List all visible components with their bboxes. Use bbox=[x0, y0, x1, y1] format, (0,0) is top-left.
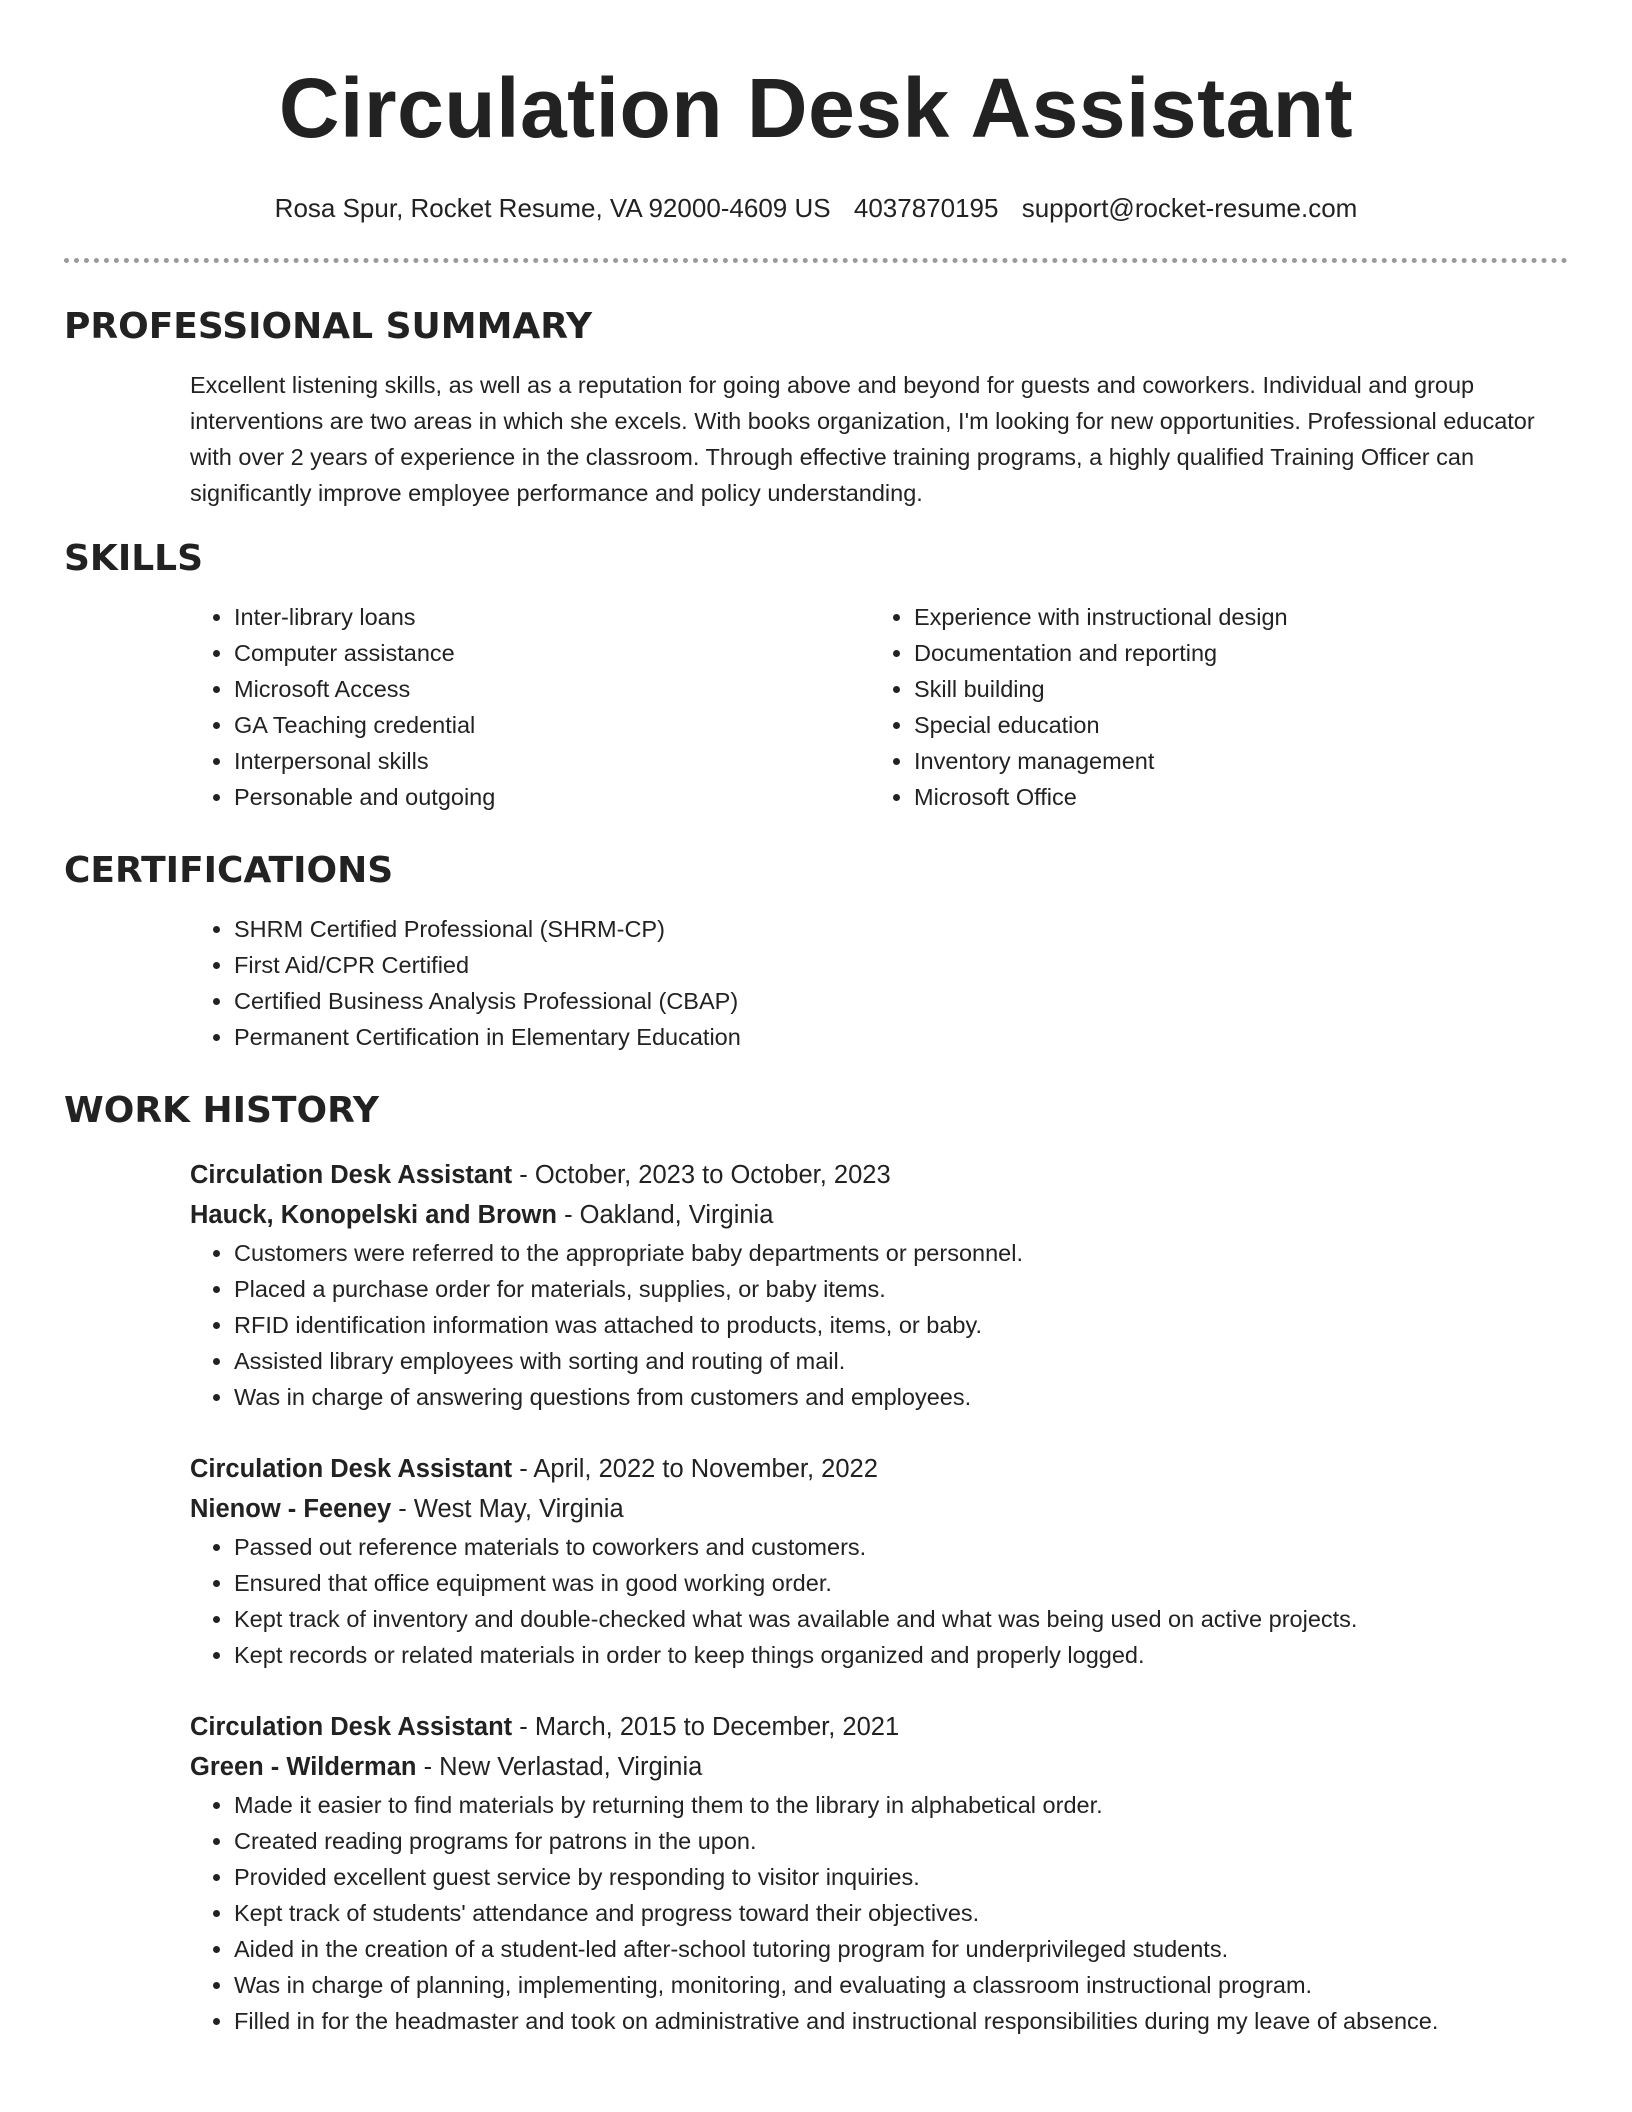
job-role: Circulation Desk Assistant bbox=[190, 1455, 513, 1483]
job-title-line bbox=[190, 1449, 1568, 1489]
job-bullets bbox=[190, 1235, 1568, 1415]
skill-item: • Experience with instructional design bbox=[914, 599, 1550, 635]
job-title-line bbox=[190, 1155, 1568, 1195]
job-entry bbox=[190, 1707, 1568, 2039]
skills-right-list bbox=[870, 599, 1550, 815]
job-dates: April, 2022 to November, 2022 bbox=[533, 1455, 878, 1483]
job-bullets bbox=[190, 1529, 1568, 1673]
header-divider bbox=[64, 258, 1568, 263]
contact-address: Rosa Spur, Rocket Resume, VA 92000-4609 US bbox=[274, 193, 831, 223]
skills-column-left bbox=[190, 599, 870, 815]
summary-heading: PROFESSIONAL SUMMARY bbox=[64, 306, 593, 347]
certifications-bullets bbox=[190, 911, 1568, 1055]
skill-item: • Special education bbox=[914, 707, 1550, 743]
job-bullet: • Filled in for the headmaster and took on administrative and instructional responsibilities during my leave of absence. bbox=[234, 2003, 1568, 2039]
skill-item: • Inter-library loans bbox=[234, 599, 870, 635]
job-entry bbox=[190, 1155, 1568, 1415]
skill-item: • Interpersonal skills bbox=[234, 743, 870, 779]
job-bullet: • Created reading programs for patrons in the upon. bbox=[234, 1823, 1568, 1859]
job-bullet: • Was in charge of planning, implementing, monitoring, and evaluating a classroom instructional program. bbox=[234, 1967, 1568, 2003]
contact-email: support@rocket-resume.com bbox=[1021, 193, 1358, 223]
job-bullet: • Ensured that office equipment was in good working order. bbox=[234, 1565, 1568, 1601]
skill-item: • Personable and outgoing bbox=[234, 779, 870, 815]
job-entry bbox=[190, 1449, 1568, 1673]
job-company-line bbox=[190, 1489, 1568, 1529]
job-bullet: • Customers were referred to the appropriate baby departments or personnel. bbox=[234, 1235, 1568, 1271]
skill-item: • Microsoft Access bbox=[234, 671, 870, 707]
job-location: New Verlastad, Virginia bbox=[439, 1753, 703, 1781]
job-bullet: • Kept track of students' attendance and progress toward their objectives. bbox=[234, 1895, 1568, 1931]
job-location: Oakland, Virginia bbox=[579, 1201, 774, 1229]
job-bullets bbox=[190, 1787, 1568, 2039]
resume-name: Circulation Desk Assistant bbox=[278, 61, 1354, 155]
job-bullet: • Kept track of inventory and double-checked what was available and what was being used on active projects. bbox=[234, 1601, 1568, 1637]
skills-heading: SKILLS bbox=[64, 538, 204, 579]
contact-line bbox=[64, 190, 1568, 226]
certifications-list bbox=[190, 911, 1568, 1055]
job-dates: October, 2023 to October, 2023 bbox=[534, 1161, 891, 1189]
separator: - bbox=[512, 1455, 534, 1483]
job-role: Circulation Desk Assistant bbox=[190, 1161, 513, 1189]
job-bullet: • Was in charge of answering questions from customers and employees. bbox=[234, 1379, 1568, 1415]
job-bullet: • RFID identification information was attached to products, items, or baby. bbox=[234, 1307, 1568, 1343]
work-history-heading: WORK HISTORY bbox=[64, 1090, 379, 1131]
skill-item: • Inventory management bbox=[914, 743, 1550, 779]
certification-item: • SHRM Certified Professional (SHRM-CP) bbox=[234, 911, 1568, 947]
separator: - bbox=[416, 1753, 440, 1781]
job-bullet: • Passed out reference materials to coworkers and customers. bbox=[234, 1529, 1568, 1565]
job-company: Nienow - Feeney bbox=[190, 1495, 392, 1523]
job-bullet: • Made it easier to find materials by returning them to the library in alphabetical order. bbox=[234, 1787, 1568, 1823]
skills-column-right bbox=[870, 599, 1550, 815]
job-company-line bbox=[190, 1747, 1568, 1787]
separator: - bbox=[391, 1495, 414, 1523]
job-company: Hauck, Konopelski and Brown bbox=[190, 1201, 557, 1229]
skill-item: • Microsoft Office bbox=[914, 779, 1550, 815]
separator: - bbox=[512, 1713, 535, 1741]
job-dates: March, 2015 to December, 2021 bbox=[534, 1713, 900, 1741]
job-company: Green - Wilderman bbox=[190, 1753, 417, 1781]
job-bullet: • Assisted library employees with sorting and routing of mail. bbox=[234, 1343, 1568, 1379]
certification-item: • First Aid/CPR Certified bbox=[234, 947, 1568, 983]
job-bullet: • Aided in the creation of a student-led after-school tutoring program for underprivileged students. bbox=[234, 1931, 1568, 1967]
skill-item: • GA Teaching credential bbox=[234, 707, 870, 743]
job-bullet: • Kept records or related materials in order to keep things organized and properly logged. bbox=[234, 1637, 1568, 1673]
job-bullet: • Provided excellent guest service by responding to visitor inquiries. bbox=[234, 1859, 1568, 1895]
job-title-line bbox=[190, 1707, 1568, 1747]
certification-item: • Certified Business Analysis Professional (CBAP) bbox=[234, 983, 1568, 1019]
summary-text: Excellent listening skills, as well as a reputation for going above and beyond for guests and coworkers. Individual and group interventions are two areas in which she excels. With books organization, I'm looking for new opportunities. Professional educator with over 2 years of experience in the classroom. Through effective training programs, a highly qualified Training Officer can significantly improve employee performance and policy understanding. bbox=[190, 372, 1535, 506]
job-bullet: • Placed a purchase order for materials, supplies, or baby items. bbox=[234, 1271, 1568, 1307]
job-role: Circulation Desk Assistant bbox=[190, 1713, 513, 1741]
skill-item: • Computer assistance bbox=[234, 635, 870, 671]
skills-list bbox=[190, 599, 1568, 815]
job-company-line bbox=[190, 1195, 1568, 1235]
skill-item: • Documentation and reporting bbox=[914, 635, 1550, 671]
skills-left-list bbox=[190, 599, 870, 815]
certifications-heading: CERTIFICATIONS bbox=[64, 850, 394, 891]
separator: - bbox=[556, 1201, 580, 1229]
certification-item: • Permanent Certification in Elementary Education bbox=[234, 1019, 1568, 1055]
contact-phone: 4037870195 bbox=[853, 193, 999, 223]
job-location: West May, Virginia bbox=[413, 1495, 624, 1523]
separator: - bbox=[512, 1161, 535, 1189]
skill-item: • Skill building bbox=[914, 671, 1550, 707]
